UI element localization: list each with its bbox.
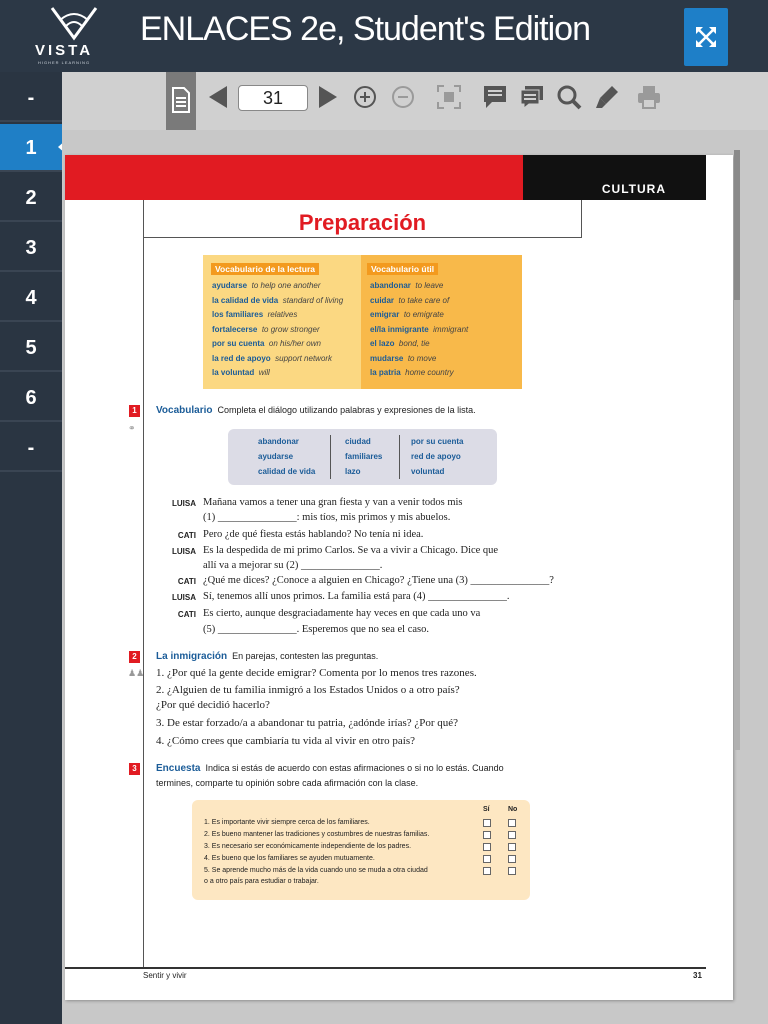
- vocab-entry: la voluntad will: [212, 368, 270, 377]
- question-item: 2. ¿Alguien de tu familia inmigró a los Estados Unidos o a otro país?: [156, 684, 460, 696]
- document-icon: [171, 86, 191, 114]
- survey-checkbox-no[interactable]: [508, 855, 516, 863]
- margin-rule-left: [143, 200, 144, 968]
- add-note-button[interactable]: [482, 84, 508, 110]
- highlight-button[interactable]: [594, 84, 620, 110]
- word-bank: [228, 429, 497, 485]
- triangle-right-icon: [315, 84, 341, 110]
- survey-box: [192, 800, 530, 900]
- vocab-entry: los familiares relatives: [212, 310, 298, 319]
- vocab-left-header: Vocabulario de la lectura: [211, 263, 319, 275]
- word-bank-word: red de apoyo: [411, 452, 461, 461]
- word-bank-word: ayudarse: [258, 452, 294, 461]
- notes-list-button[interactable]: [519, 84, 545, 110]
- word-bank-divider: [330, 435, 331, 479]
- dialog-line: allí va a mejorar su (2) _______________.: [203, 560, 383, 571]
- previous-page-button[interactable]: [205, 84, 231, 110]
- vocab-entry: por su cuenta on his/her own: [212, 339, 321, 348]
- page-view-button[interactable]: [166, 72, 196, 130]
- expand-icon: [694, 25, 718, 49]
- survey-item: 1. Es importante vivir siempre cerca de los familiares.: [204, 819, 370, 826]
- footer-page-number: 31: [693, 971, 702, 980]
- survey-checkbox-yes[interactable]: [483, 867, 491, 875]
- dialog-line: Mañana vamos a tener una gran fiesta y van a venir todos mis: [203, 497, 463, 508]
- group-work-icon: ♟♟: [128, 668, 145, 678]
- activity-number-1: 1: [129, 405, 140, 417]
- survey-checkbox-yes[interactable]: [483, 843, 491, 851]
- activity-3-heading: Encuesta Indica si estás de acuerdo con estas afirmaciones o si no lo estás. Cuando: [156, 763, 504, 774]
- header-band-black: [523, 155, 706, 200]
- dialog-speaker: LUISA: [172, 547, 196, 556]
- question-item: 4. ¿Cómo crees que cambiaría tu vida al vivir en otro país?: [156, 735, 416, 747]
- activity-number-2: 2: [129, 651, 140, 663]
- fit-page-icon: [436, 84, 462, 110]
- printer-icon: [636, 84, 662, 110]
- dialog-line: Sí, tenemos allí unos primos. La familia está para (4) _______________.: [203, 591, 510, 602]
- fullscreen-button[interactable]: [684, 8, 728, 66]
- vista-logo-icon: [44, 4, 104, 42]
- word-bank-word: lazo: [345, 467, 361, 476]
- highlighter-icon: [594, 84, 620, 110]
- zoom-out-button[interactable]: [390, 84, 416, 110]
- dialog-speaker: LUISA: [172, 499, 196, 508]
- word-bank-word: calidad de vida: [258, 467, 316, 476]
- app-title: ENLACES 2e, Student's Edition: [140, 10, 590, 48]
- dialog-speaker: CATI: [177, 531, 196, 540]
- activity-2-heading: La inmigración En parejas, contesten las preguntas.: [156, 651, 379, 662]
- dialog-line: Es cierto, aunque desgraciadamente hay veces en que cada uno va: [203, 608, 481, 619]
- comment-icon: [482, 84, 508, 110]
- vocab-entry: el/la inmigrante immigrant: [370, 325, 469, 334]
- survey-checkbox-no[interactable]: [508, 843, 516, 851]
- sidebar-item-3[interactable]: 3: [0, 224, 62, 272]
- page-title: Preparación: [298, 210, 427, 235]
- word-bank-word: abandonar: [258, 437, 299, 446]
- survey-checkbox-no[interactable]: [508, 831, 516, 839]
- survey-col-no: No: [508, 806, 518, 813]
- zoom-out-icon: [390, 84, 416, 110]
- survey-item: 4. Es bueno que los familiares se ayuden mutuamente.: [204, 855, 375, 862]
- word-bank-word: ciudad: [345, 437, 371, 446]
- sidebar-item-prev[interactable]: -: [0, 74, 62, 122]
- vocab-entry: ayudarse to help one another: [212, 281, 321, 290]
- question-item: ¿Por qué decidió hacerlo?: [156, 699, 270, 711]
- next-page-button[interactable]: [315, 84, 341, 110]
- dialog-line: Pero ¿de qué fiesta estás hablando? No tenía ni idea.: [203, 529, 424, 540]
- sidebar-item-5[interactable]: 5: [0, 324, 62, 372]
- print-button[interactable]: [636, 84, 662, 110]
- zoom-in-icon: [352, 84, 378, 110]
- section-label: CULTURA: [601, 182, 666, 196]
- word-bank-word: familiares: [345, 452, 383, 461]
- vocab-entry: cuidar to take care of: [370, 296, 450, 305]
- vocab-entry: mudarse to move: [370, 354, 437, 363]
- dialog-line: (1) _______________: mis tíos, mis primos y mis abuelos.: [203, 512, 451, 523]
- survey-checkbox-no[interactable]: [508, 867, 516, 875]
- logo-subtext: HIGHER LEARNING: [37, 60, 91, 65]
- book-page: [65, 155, 733, 1000]
- dialog-line: ¿Qué me dices? ¿Conoce a alguien en Chicago? ¿Tiene una (3) _______________?: [203, 575, 554, 586]
- sidebar-item-2[interactable]: 2: [0, 174, 62, 222]
- logo-text: VISTA: [34, 42, 94, 59]
- title-rule: [143, 237, 582, 238]
- header-band-red: [65, 155, 523, 200]
- sidebar-item-6[interactable]: 6: [0, 374, 62, 422]
- activity-number-3: 3: [129, 763, 140, 775]
- survey-col-yes: Sí: [483, 806, 490, 813]
- dialog-speaker: CATI: [177, 610, 196, 619]
- search-icon: [556, 84, 582, 110]
- vocab-entry: emigrar to emigrate: [370, 310, 444, 319]
- app-header: [0, 0, 768, 72]
- vocab-entry: abandonar to leave: [370, 281, 444, 290]
- survey-item: 3. Es necesario ser económicamente independiente de los padres.: [204, 843, 412, 850]
- vocabulary-box: [203, 255, 522, 389]
- vista-logo: [34, 4, 114, 68]
- survey-checkbox-yes[interactable]: [483, 819, 491, 827]
- vocab-entry: la red de apoyo support network: [212, 354, 333, 363]
- vocab-right-header: Vocabulario útil: [367, 263, 438, 275]
- activity-1-heading: Vocabulario Completa el diálogo utilizando palabras y expresiones de la lista.: [156, 405, 476, 416]
- dialog-speaker: LUISA: [172, 593, 196, 602]
- fit-page-button[interactable]: [436, 84, 462, 110]
- survey-item: 2. Es bueno mantener las tradiciones y costumbres de nuestras familias.: [204, 831, 430, 838]
- sidebar-item-1[interactable]: 1: [0, 124, 62, 172]
- dialog-line: (5) _______________. Esperemos que no sea el caso.: [203, 624, 429, 635]
- dialog-line: Es la despedida de mi primo Carlos. Se va a vivir a Chicago. Dice que: [203, 545, 499, 556]
- survey-checkbox-no[interactable]: [508, 819, 516, 827]
- word-bank-word: voluntad: [411, 467, 445, 476]
- activity-3-instruction: termines, comparte tu opinión sobre cada afirmación con la clase.: [156, 778, 419, 788]
- question-item: 3. De estar forzado/a a abandonar tu patria, ¿adónde irías? ¿Por qué?: [156, 717, 459, 729]
- vocab-entry: la patria home country: [370, 368, 454, 377]
- search-button[interactable]: [556, 84, 582, 110]
- vocab-entry: fortalecerse to grow stronger: [212, 325, 320, 334]
- word-bank-divider: [399, 435, 400, 479]
- sidebar-item-next[interactable]: -: [0, 424, 62, 472]
- page-number-input[interactable]: 31: [238, 85, 308, 111]
- word-bank-word: por su cuenta: [411, 437, 464, 446]
- comments-icon: [519, 84, 545, 110]
- question-item: 1. ¿Por qué la gente decide emigrar? Comenta por lo menos tres razones.: [156, 667, 477, 679]
- survey-item: o a otro país para estudiar o trabajar.: [204, 878, 319, 885]
- survey-item: 5. Se aprende mucho más de la vida cuando uno se muda a otra ciudad: [204, 867, 428, 874]
- vocab-entry: el lazo bond, tie: [370, 339, 430, 348]
- footer-chapter-title: Sentir y vivir: [143, 971, 187, 980]
- zoom-in-button[interactable]: [352, 84, 378, 110]
- dialog-speaker: CATI: [177, 577, 196, 586]
- triangle-left-icon: [205, 84, 231, 110]
- pair-work-icon: ⚭: [128, 423, 136, 433]
- sidebar-item-4[interactable]: 4: [0, 274, 62, 322]
- survey-checkbox-yes[interactable]: [483, 855, 491, 863]
- footer-rule: [65, 967, 706, 969]
- vocab-entry: la calidad de vida standard of living: [212, 296, 344, 305]
- survey-checkbox-yes[interactable]: [483, 831, 491, 839]
- page-scrollbar-thumb[interactable]: [734, 150, 740, 300]
